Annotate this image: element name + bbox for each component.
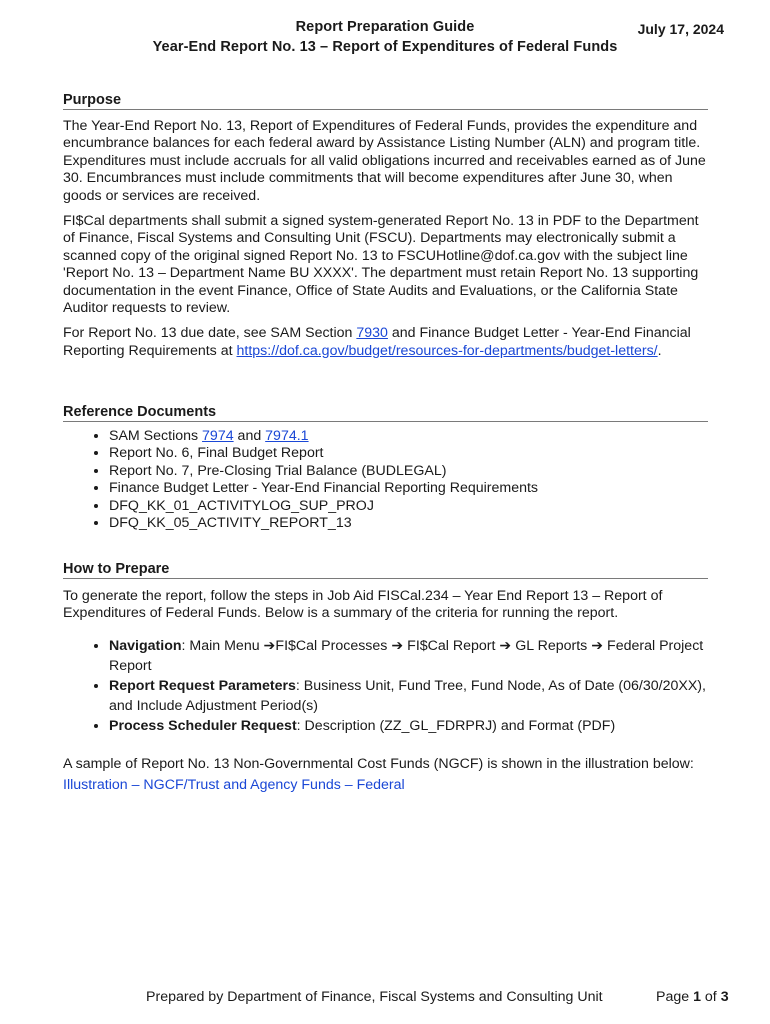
reference-item: • DFQ_KK_01_ACTIVITYLOG_SUP_PROJ: [109, 498, 708, 515]
page-number: [656, 989, 729, 1005]
step-parameters-text: : Business Unit, Fund Tree, Fund Node, As of Date (06/30/20XX), and Include Adjustment Period(s): [109, 677, 706, 714]
purpose-section: [63, 92, 708, 360]
reference-item: • DFQ_KK_05_ACTIVITY_REPORT_13: [109, 515, 708, 532]
sample-description: A sample of Report No. 13 Non-Governmental Cost Funds (NGCF) is shown in the illustration below:: [63, 755, 694, 772]
how-to-prepare-intro: To generate the report, follow the steps in Job Aid FISCal.234 – Year End Report 13 – Report of Expenditures of Federal Funds. Below is a summary of the criteria for running the report.: [63, 588, 663, 622]
reference-item: • Report No. 6, Final Budget Report: [109, 445, 708, 462]
of-label: of: [700, 989, 721, 1005]
sam-7974-1-link[interactable]: 7974.1: [265, 428, 309, 444]
purpose-paragraph-1: The Year-End Report No. 13, Report of Expenditures of Federal Funds, provides the expenditure and encumbrance balances for each federal award by Assistance Listing Number (ALN) and program title. Expenditures must include accruals for all valid obligations incurred and receivables earned as of June 30. Encumbrances must include commitments that will become expenditures after June 30, when goods or services are received.: [63, 118, 706, 204]
step-report-request-parameters: [109, 676, 708, 716]
purpose-paragraph-2: FI$Cal departments shall submit a signed system-generated Report No. 13 in PDF to the Department of Finance, Fiscal Systems and Consulting Unit (FSCU). Departments may electronically submit a scanned copy of the original signed Report No. 13 to FSCUHotline@dof.ca.gov with the subject line 'Report No. 13 – Department Name BU XXXX'. The department must retain Report No. 13 supporting documentation in the event Finance, Office of State Audits and Evaluations, or the California State Auditor requests to review.: [63, 213, 699, 317]
illustration-link[interactable]: Illustration – NGCF/Trust and Agency Funds – Federal: [63, 777, 405, 794]
reference-item: • Finance Budget Letter - Year-End Financial Reporting Requirements: [109, 480, 708, 497]
sam-7974-link[interactable]: 7974: [202, 428, 234, 444]
purpose-p3-text-end: .: [657, 342, 662, 359]
document-subtitle: Year-End Report No. 13 – Report of Expenditures of Federal Funds: [152, 39, 618, 55]
reference-item-sam-and: and: [233, 428, 266, 444]
total-pages: 3: [720, 989, 729, 1005]
document-date: July 17, 2024: [637, 21, 724, 37]
page-label: Page: [656, 989, 694, 1005]
how-to-prepare-heading: How to Prepare: [63, 561, 708, 579]
reference-documents-section: [63, 404, 708, 532]
reference-item: • Report No. 7, Pre-Closing Trial Balance (BUDLEGAL): [109, 463, 708, 480]
reference-item-sam-text: SAM Sections: [109, 428, 203, 444]
prepare-steps-list: [63, 636, 708, 736]
step-process-scheduler-request: [109, 716, 708, 736]
reference-item-sam: [109, 428, 708, 445]
purpose-p3-text-middle: and Finance Budget Letter - Year-End Financial Reporting Requirements at: [63, 325, 691, 359]
step-scheduler-text: : Description (ZZ_GL_FDRPRJ) and Format (PDF): [296, 717, 616, 734]
current-page: 1: [693, 989, 701, 1005]
step-navigation: [109, 636, 708, 676]
reference-documents-list: [63, 428, 708, 532]
purpose-paragraph-3: [63, 325, 708, 360]
step-parameters-label: Report Request Parameters: [109, 677, 296, 694]
purpose-heading: Purpose: [63, 92, 708, 110]
how-to-prepare-section: [63, 561, 708, 793]
purpose-p3-text-start: For Report No. 13 due date, see SAM Section: [63, 325, 357, 342]
step-navigation-text: : Main Menu ➔FI$Cal Processes ➔ FI$Cal Report ➔ GL Reports ➔ Federal Project Report: [109, 637, 704, 674]
document-title: Report Preparation Guide: [295, 19, 475, 35]
reference-documents-heading: Reference Documents: [63, 404, 708, 422]
sam-7930-link[interactable]: 7930: [356, 325, 388, 342]
step-scheduler-label: Process Scheduler Request: [109, 717, 297, 734]
step-navigation-label: Navigation: [109, 637, 182, 654]
budget-letters-link[interactable]: https://dof.ca.gov/budget/resources-for-departments/budget-letters/: [236, 342, 658, 359]
footer-prepared-by: Prepared by Department of Finance, Fiscal Systems and Consulting Unit: [146, 989, 603, 1005]
